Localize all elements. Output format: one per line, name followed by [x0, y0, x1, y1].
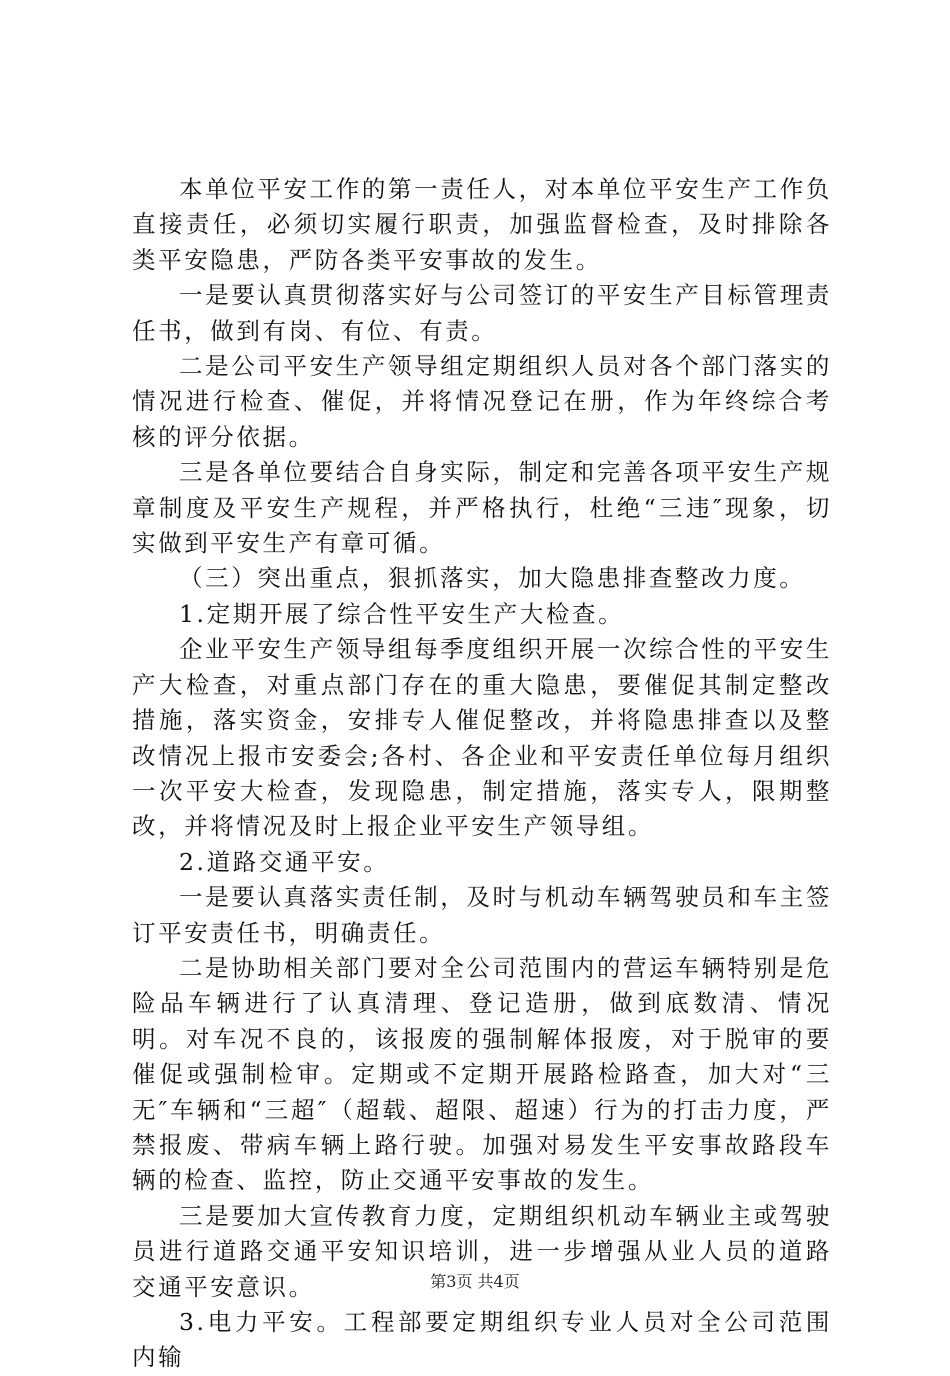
- paragraph-4: 三是各单位要结合自身实际，制定和完善各项平安生产规章制度及平安生产规程，并严格执行，杜绝“三违″现象，切实做到平安生产有章可循。: [132, 458, 832, 558]
- page-number-footer: 第3页 共4页: [430, 1272, 520, 1291]
- subheading-1: 1.定期开展了综合性平安生产大检查。: [179, 599, 625, 628]
- paragraph-9: 一是要认真落实责任制，及时与机动车辆驾驶员和车主签订平安责任书，明确责任。: [132, 883, 832, 947]
- paragraph-12: 3.电力平安。工程部要定期组织专业人员对全公司范围内输: [132, 1308, 832, 1372]
- paragraph-2: 一是要认真贯彻落实好与公司签订的平安生产目标管理责任书，做到有岗、有位、有责。: [132, 281, 832, 345]
- paragraph-11: 三是要加大宣传教育力度，定期组织机动车辆业主或驾驶员进行道路交通平安知识培训，进一步增强从业人员的道路交通平安意识。: [132, 1201, 832, 1301]
- section-heading-3: （三）突出重点，狠抓落实，加大隐患排查整改力度。: [179, 564, 806, 593]
- paragraph-3: 二是公司平安生产领导组定期组织人员对各个部门落实的情况进行检查、催促，并将情况登记在册，作为年终综合考核的评分依据。: [132, 352, 832, 451]
- paragraph-10: 二是协助相关部门要对全公司范围内的营运车辆特别是危险品车辆进行了认真清理、登记造册，做到底数清、情况明。对车况不良的，该报废的强制解体报废，对于脱审的要催促或强制检审。定期或不定期开展路检路查，加大对“三无″车辆和“三超″（超载、超限、超速）行为的打击力度，严禁报废、带病车辆上路行驶。加强对易发生平安事故路段车辆的检查、监控，防止交通平安事故的发生。: [132, 953, 832, 1195]
- paragraph-1: 本单位平安工作的第一责任人，对本单位平安生产工作负直接责任，必须切实履行职责，加强监督检查，及时排除各类平安隐患，严防各类平安事故的发生。: [132, 175, 832, 274]
- subheading-2: 2.道路交通平安。: [179, 847, 390, 876]
- paragraph-7: 企业平安生产领导组每季度组织开展一次综合性的平安生产大检查，对重点部门存在的重大隐患，要催促其制定整改措施，落实资金，安排专人催促整改，并将隐患排查以及整改情况上报市安委会;各村、各企业和平安责任单位每月组织一次平安大检查，发现隐患，制定措施，落实专人，限期整改，并将情况及时上报企业平安生产领导组。: [132, 635, 832, 841]
- document-body: [132, 172, 832, 1376]
